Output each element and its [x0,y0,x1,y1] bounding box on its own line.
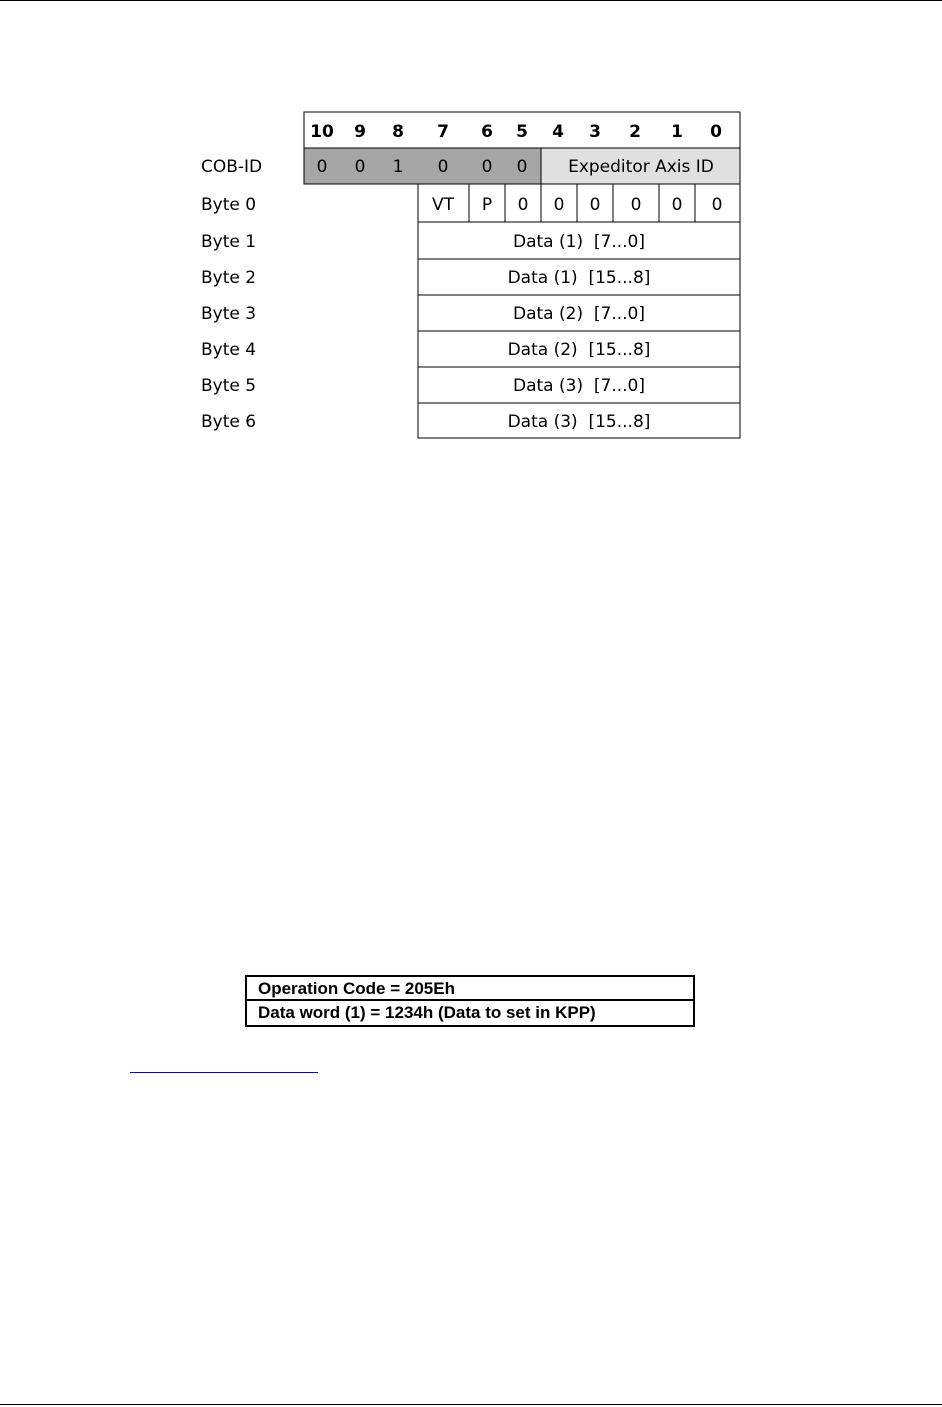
byte0-bit3: 0 [589,195,601,215]
bit-number-6: 6 [481,122,493,142]
cob-id-bit-7: 0 [437,157,449,177]
cob-id-fixed-bits [304,148,541,184]
data-byte2: Data (1) [15...8] [507,268,651,288]
byte0-p: P [481,195,493,215]
row-label-cob-id: COB-ID [201,157,263,177]
data-byte3: Data (2) [7...0] [513,304,645,324]
row-label-byte1: Byte 1 [201,232,257,252]
data-word-line: Data word (1) = 1234h (Data to set in KPP) [258,1003,596,1022]
byte0-bit2: 0 [630,195,642,215]
byte0-bit1: 0 [671,195,683,215]
bit-number-1: 1 [671,122,683,142]
data-byte4: Data (2) [15...8] [507,340,651,360]
cob-id-bit-6: 0 [481,157,493,177]
byte0-bit4: 0 [553,195,565,215]
byte0-vt: VT [431,195,455,215]
cob-id-bit-9: 0 [354,157,366,177]
operation-code-box [245,975,695,1027]
bit-number-4: 4 [552,122,564,142]
data-bytes-block [418,222,740,438]
data-byte5: Data (3) [7...0] [513,376,645,396]
row-label-byte3: Byte 3 [201,304,257,324]
bit-number-2: 2 [629,122,641,142]
bit-layout-table [0,0,942,460]
can-message-bit-diagram [0,0,942,460]
byte0-bit5: 0 [517,195,529,215]
bit-number-0: 0 [710,122,722,142]
data-byte6: Data (3) [15...8] [507,412,651,432]
row-label-byte6: Byte 6 [201,412,257,432]
bit-number-3: 3 [589,122,601,142]
bottom-page-rule [0,1404,942,1405]
expeditor-axis-id: Expeditor Axis ID [568,157,714,177]
cob-id-bit-10: 0 [316,157,328,177]
bit-number-8: 8 [392,122,404,142]
bit-number-7: 7 [437,122,449,142]
hyperlink-underline[interactable] [130,1072,318,1073]
row-label-byte4: Byte 4 [201,340,257,360]
byte0-row [418,184,740,222]
bit-number-10: 10 [310,122,334,142]
data-byte1: Data (1) [7...0] [513,232,645,252]
cob-id-bit-8: 1 [392,157,404,177]
bit-number-5: 5 [516,122,528,142]
row-label-byte2: Byte 2 [201,268,257,288]
bit-number-9: 9 [354,122,366,142]
cob-id-bit-5: 0 [516,157,528,177]
row-label-byte5: Byte 5 [201,376,257,396]
row-label-byte0: Byte 0 [201,195,257,215]
byte0-bit0: 0 [711,195,723,215]
operation-code-line: Operation Code = 205Eh [247,977,693,1001]
